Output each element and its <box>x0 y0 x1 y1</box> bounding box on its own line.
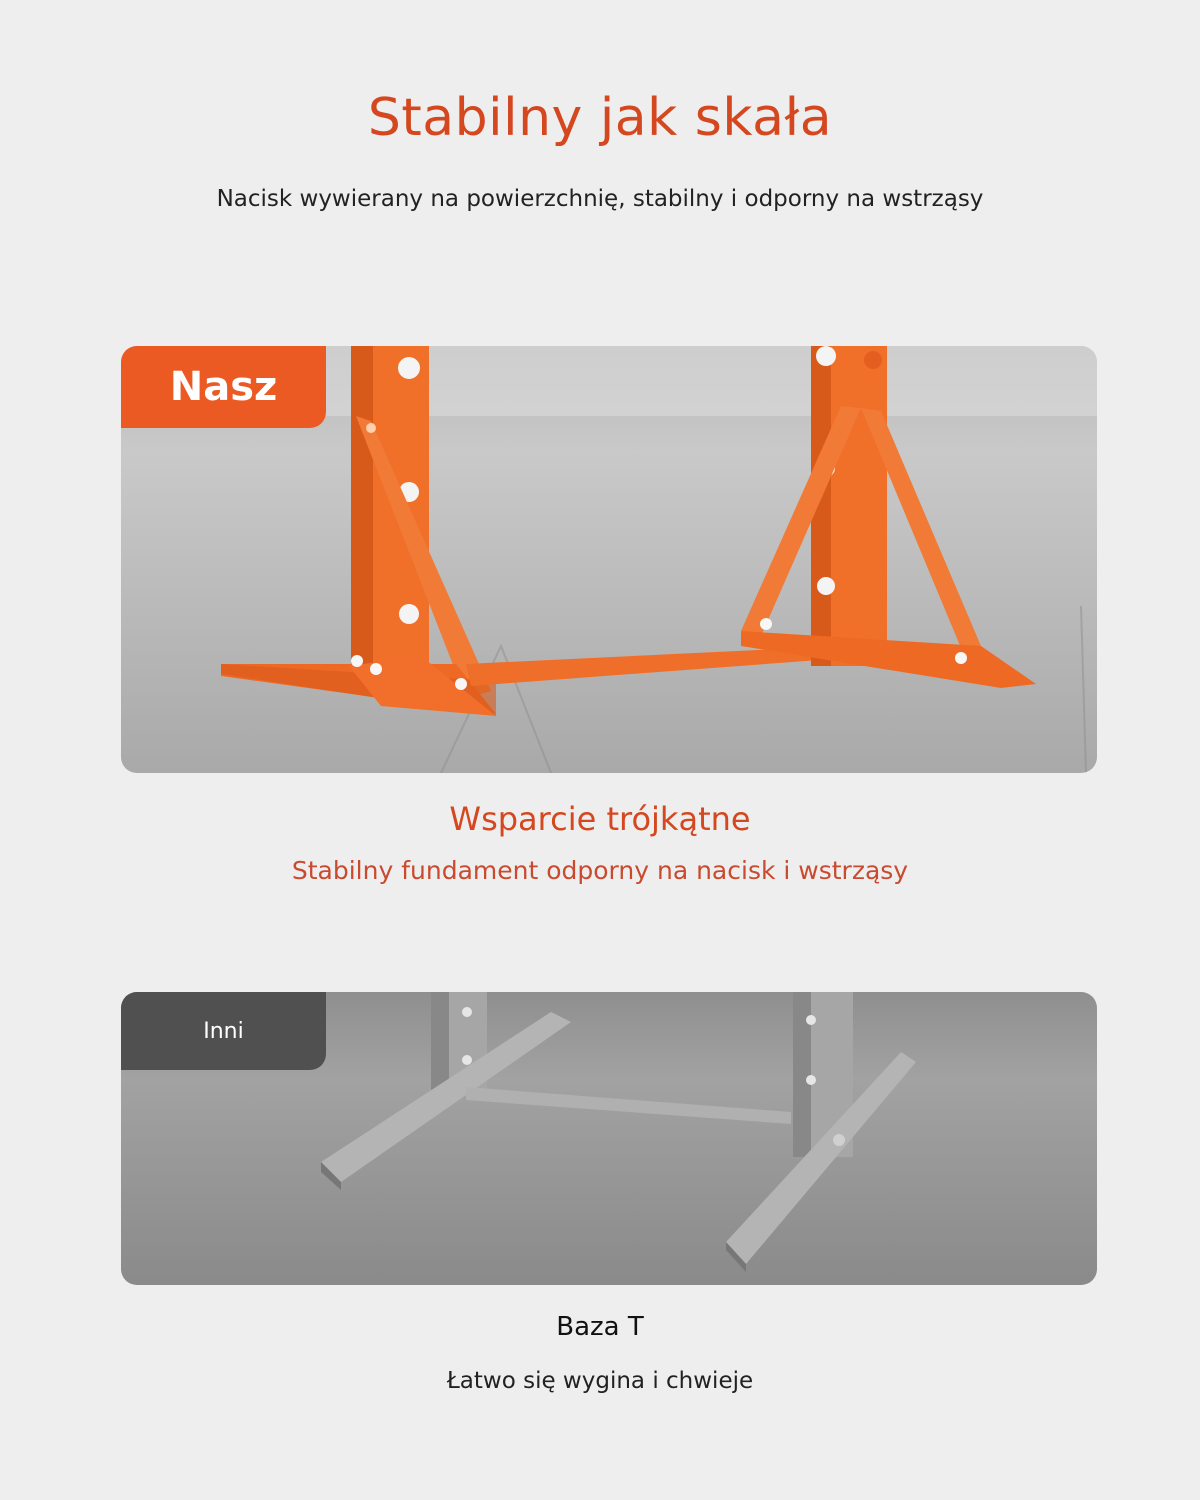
ours-tag <box>121 346 326 428</box>
others-product-photo <box>121 992 1097 1285</box>
ours-tag-label: Nasz <box>169 364 278 410</box>
others-tag-label: Inni <box>203 1018 244 1044</box>
others-tag <box>121 992 326 1070</box>
others-caption-title: Baza T <box>556 1312 644 1342</box>
others-caption-subtitle: Łatwo się wygina i chwieje <box>446 1368 754 1394</box>
page-subtitle: Nacisk wywierany na powierzchnię, stabilny i odporny na wstrząsy <box>216 186 984 212</box>
ours-product-photo <box>121 346 1097 773</box>
ours-caption-subtitle: Stabilny fundament odporny na nacisk i wstrząsy <box>291 856 909 885</box>
page-title: Stabilny jak skała <box>367 88 833 148</box>
ours-caption-title: Wsparcie trójkątne <box>449 800 751 838</box>
